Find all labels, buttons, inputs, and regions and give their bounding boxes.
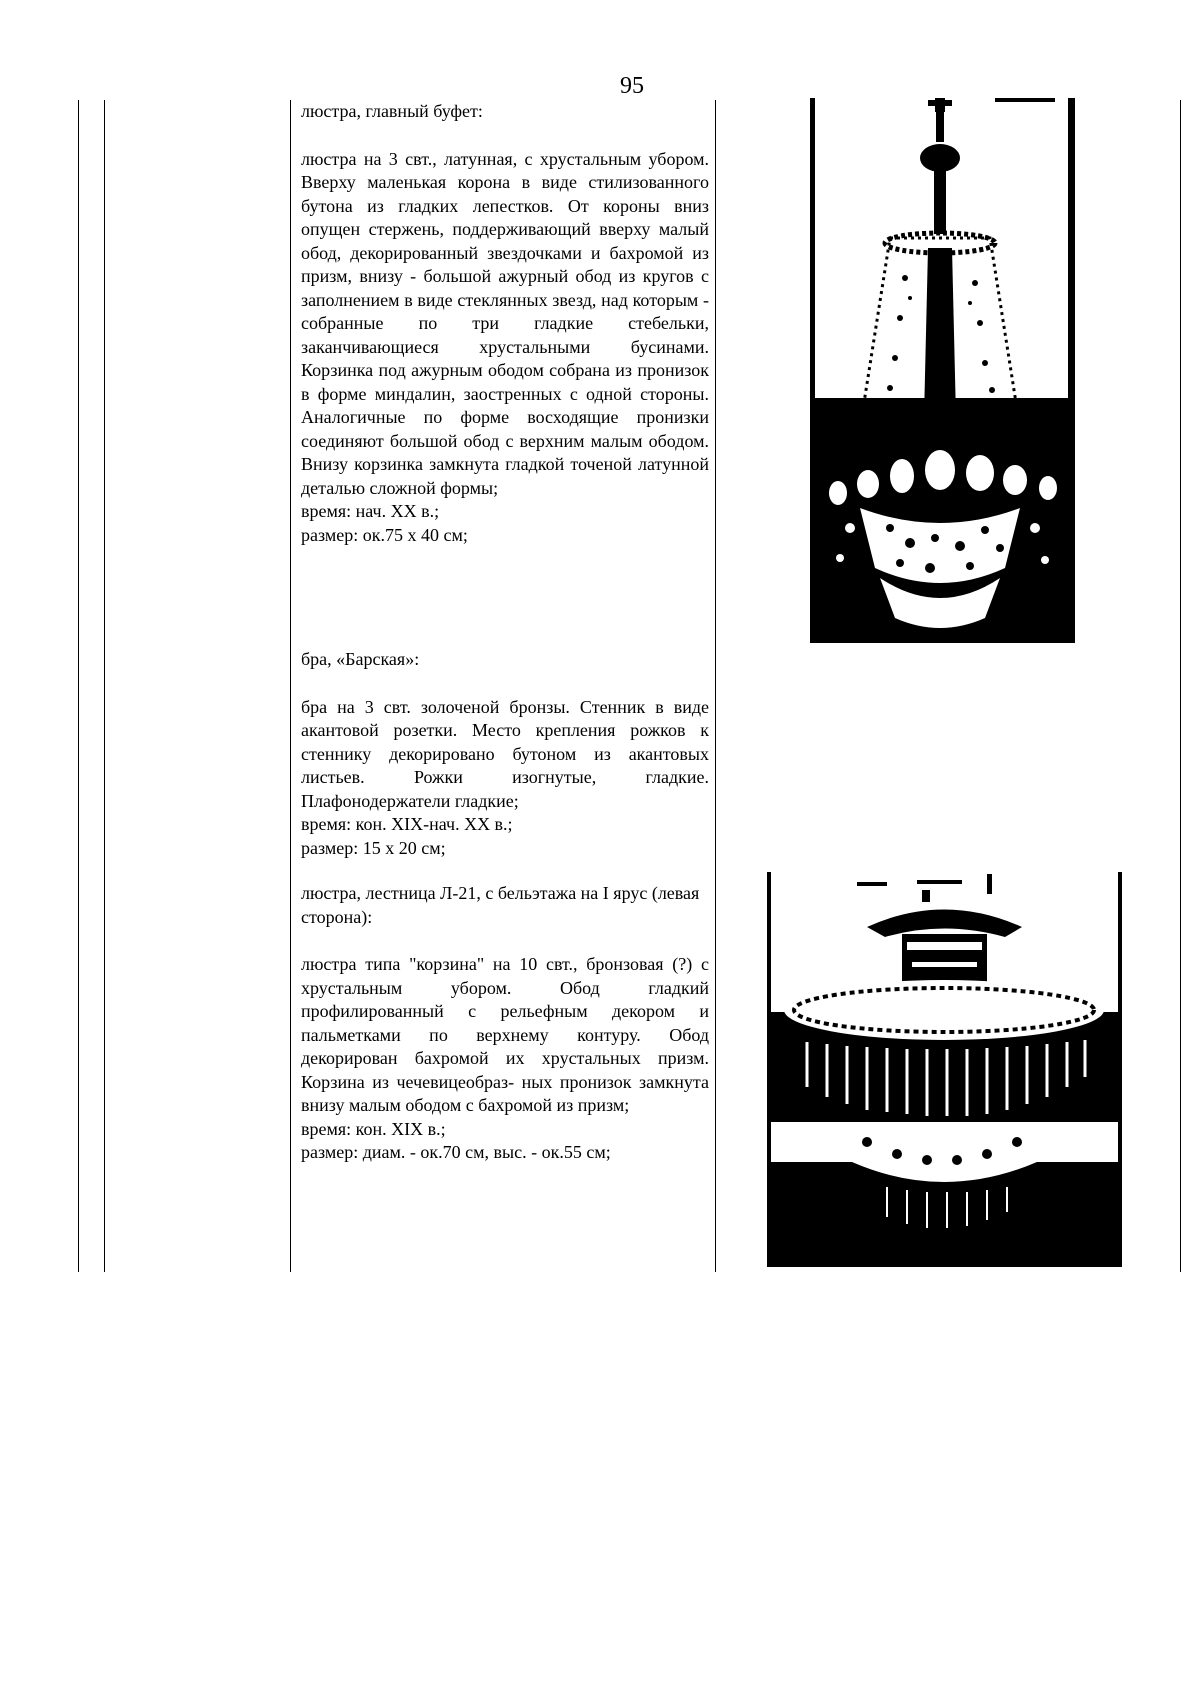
entry-description: люстра типа "корзина" на 10 свт., бронзовая (?) с хрустальным убором. Обод гладкий профилированный с рельефным декором и пальметками по верхнему контуру. Обод декорирован бахромой их хрустальных призм. Корзина из чечевицеобраз- ных пронизок замкнута внизу малым ободом с бахромой из призм; [301, 954, 709, 1115]
table-border-right [1180, 100, 1181, 1272]
entry-size: размер: диам. - ок.70 см, выс. - ок.55 см; [301, 1142, 611, 1162]
table-border-left-outer [78, 100, 79, 1272]
page-number: 95 [620, 73, 644, 99]
entry-heading: люстра, лестница Л-21, с бельэтажа на I ярус (левая сторона): [301, 883, 700, 927]
entry-size: размер: 15 х 20 см; [301, 837, 446, 858]
entry-time: время: кон. XIX-нач. XX в.; [301, 814, 513, 834]
entry-time: время: кон. XIX в.; [301, 1118, 446, 1139]
entry-heading: бра, «Барская»: [301, 649, 420, 669]
entry-description: люстра на 3 свт., латунная, с хрустальным убором. Вверху маленькая корона в виде стилизованного бутона из гладких лепестков. От короны вниз опущен стержень, поддерживающий вверху малый обод, декорированный звездочками и бахромой из призм, внизу - большой ажурный обод из кругов с заполнением в виде стеклянных звезд, над которым - собранные по три гладкие стебельки, заканчивающиеся хрустальными бусинами. Корзинка под ажурным ободом собрана из пронизок в форме миндалин, заостренных с одной стороны. Аналогичные по форме восходящие пронизки соединяют большой обод с верхним малым ободом. Внизу корзинка замкнута гладкой точеной латунной деталью сложной формы; [301, 148, 709, 498]
entry-description: бра на 3 свт. золоченой бронзы. Стенник в виде акантовой розетки. Место крепления рожков к стеннику декорировано бутоном из акантовых листьев. Рожки изогнутые, гладкие. Плафонодержатели гладкие; [301, 696, 709, 811]
entry-size: размер: ок.75 х 40 см; [301, 524, 468, 545]
table-column-divider-left [290, 100, 291, 1272]
entry-time: время: нач. XX в.; [301, 501, 440, 521]
basket-chandelier-photo [767, 872, 1122, 1267]
table-column-divider-right [715, 100, 716, 1272]
entry-staircase-chandelier [301, 882, 709, 1165]
entry-heading: люстра, главный буфет: [301, 101, 483, 121]
table-border-left-inner [104, 100, 105, 1272]
chandelier-photo [810, 98, 1075, 643]
entry-main-buffet-chandelier [301, 100, 709, 547]
entry-barskaya-sconce [301, 648, 709, 860]
